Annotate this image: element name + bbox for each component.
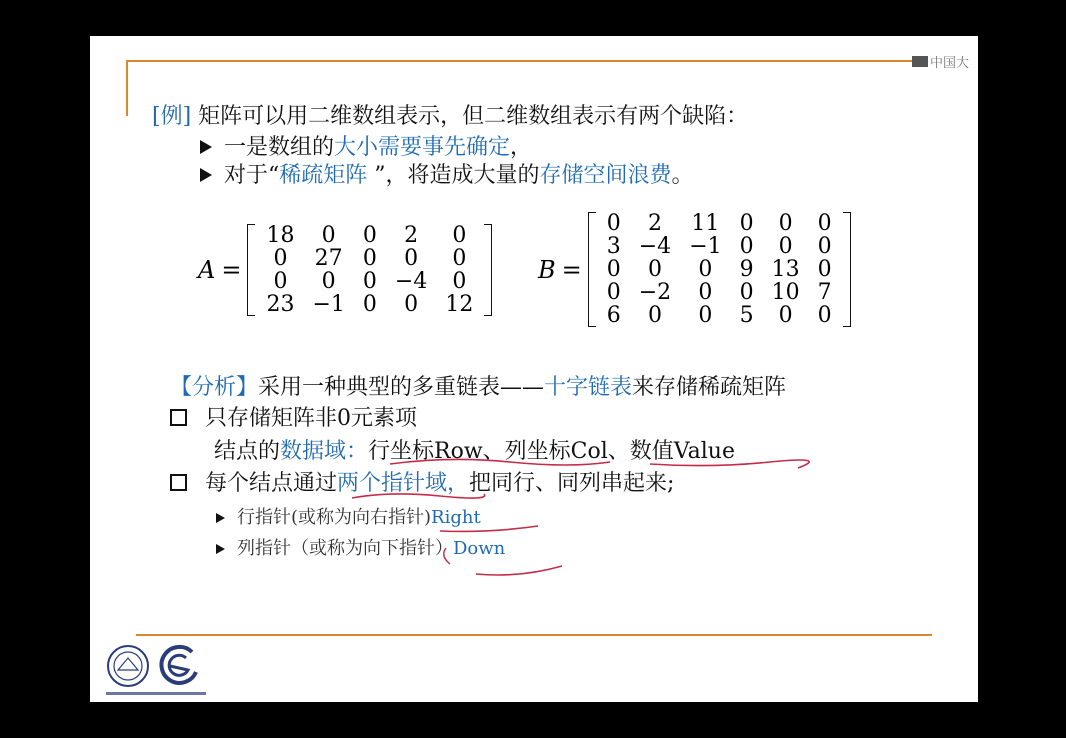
bullet-1: 一是数组的大小需要事先确定，: [200, 137, 532, 159]
matrix-b-cell: 6: [606, 303, 621, 328]
matrix-b-cell: 9: [739, 257, 754, 282]
matrix-a-cell: 0: [452, 223, 467, 248]
matrix-a-cell: 0: [362, 246, 377, 271]
bottom-rule: [136, 634, 932, 636]
highlight-waste: 存储空间浪费: [539, 163, 672, 188]
matrix-b-cell: 2: [647, 211, 662, 236]
matrix-a-cell: 0: [404, 246, 419, 271]
matrix-a-cell: 27: [314, 246, 343, 271]
matrix-b-cell: 0: [739, 211, 754, 236]
underline-pointer-fields: [352, 494, 485, 498]
matrix-b-cell: 0: [817, 257, 832, 282]
matrix-b-cell: 5: [739, 303, 754, 328]
college-logo-icon: [152, 642, 204, 688]
data-field-line: 结点的数据域：行坐标Row、列坐标Col、数值Value: [214, 439, 735, 464]
matrix-a-cell: 0: [452, 269, 467, 294]
matrix-b-cell: 11: [691, 211, 720, 236]
matrix-b-cell: 0: [739, 234, 754, 259]
example-text: 矩阵可以用二维数组表示，但二维数组表示有两个缺陷：: [198, 104, 749, 129]
matrix-a-cell: 0: [362, 223, 377, 248]
matrix-b-cell: −4: [638, 234, 672, 259]
highlight-cross-list: 十字链表: [544, 375, 633, 400]
slide: [90, 36, 978, 702]
logo-caption: [106, 692, 206, 695]
matrix-b-name: B: [538, 255, 556, 284]
item-2: 每个结点通过两个指针域，把同行、同列串起来;: [170, 473, 674, 495]
matrix-a-cell: 0: [321, 269, 336, 294]
matrix-b-cell: 13: [771, 257, 800, 282]
matrix-b-cell: 3: [606, 234, 621, 259]
highlight-size: 大小需要事先确定: [334, 135, 511, 160]
matrix-a-equals: =: [221, 256, 242, 284]
down-pointer-label: Down: [453, 538, 506, 559]
matrix-b-cell: 10: [771, 280, 800, 305]
matrix-a-cell: 0: [273, 269, 288, 294]
highlight-sparse: 稀疏矩阵: [279, 163, 368, 188]
matrix-b-cell: 0: [739, 280, 754, 305]
matrix-a-cell: 0: [452, 246, 467, 271]
matrix-b-cell: 0: [647, 303, 662, 328]
highlight-data-field: 数据域：: [280, 439, 369, 464]
sub-item-2: 列指针（或称为向下指针）Down: [216, 540, 505, 558]
matrix-a-cell: 23: [266, 292, 295, 317]
matrix-b-equals: =: [561, 255, 582, 284]
matrix-b-cell: 0: [698, 280, 713, 305]
analysis-tag: 【分析】: [170, 375, 259, 400]
example-tag: [例]: [152, 104, 192, 129]
brand-text: 中国大: [930, 56, 970, 71]
right-pointer-label: Right: [431, 507, 481, 528]
underline-right: [440, 526, 538, 531]
matrix-b-cell: 0: [817, 211, 832, 236]
bullet-2: 对于“稀疏矩阵 ”，将造成大量的存储空间浪费。: [200, 165, 694, 187]
item-1: 只存储矩阵非0元素项: [170, 408, 417, 430]
matrix-b-cell: 0: [606, 257, 621, 282]
matrix-b-cell: 0: [606, 280, 621, 305]
underline-row-col: [390, 459, 610, 465]
sub-item-1: 行指针(或称为向右指针)Right: [216, 509, 481, 527]
underline-down: [476, 566, 562, 575]
matrix-b-cell: 0: [817, 234, 832, 259]
matrix-b-cell: −2: [638, 280, 672, 305]
university-seal-icon: [106, 644, 150, 688]
matrix-a-cell: 0: [362, 269, 377, 294]
matrix-a-cell: 0: [362, 292, 377, 317]
matrix-b-cell: 0: [647, 257, 662, 282]
matrix-a-cell: 18: [266, 223, 295, 248]
matrix-b-cell: −1: [689, 234, 722, 259]
matrix-b-cell: 0: [606, 211, 621, 236]
matrix-a-cell: −1: [312, 292, 345, 317]
field-list: 行坐标Row、列坐标Col、数值Value: [368, 439, 735, 464]
matrix-b-cell: 0: [778, 303, 793, 328]
matrix-a-cell: 0: [404, 292, 419, 317]
highlight-pointer-fields: 两个指针域，: [337, 471, 470, 496]
matrix-b-cell: 0: [778, 211, 793, 236]
annotation-overlay: [90, 36, 978, 702]
matrix-a-cell: 0: [273, 246, 288, 271]
underline-down-curl: [444, 548, 450, 564]
matrix-b-cell: 0: [698, 303, 713, 328]
matrix-a-cell: −4: [394, 269, 428, 294]
matrix-b-cell: 0: [817, 303, 832, 328]
matrix-a-cell: 0: [321, 223, 336, 248]
analysis-line: 【分析】采用一种典型的多重链表——十字链表来存储稀疏矩阵: [170, 375, 787, 400]
matrix-a-name: A: [198, 256, 216, 284]
matrix-b-cell: 0: [778, 234, 793, 259]
matrix-a-cell: 12: [445, 292, 474, 317]
matrix-b-cell: 0: [698, 257, 713, 282]
matrix-b-cell: 7: [817, 280, 832, 305]
underline-value: [650, 460, 809, 468]
matrix-a-cell: 2: [404, 223, 419, 248]
